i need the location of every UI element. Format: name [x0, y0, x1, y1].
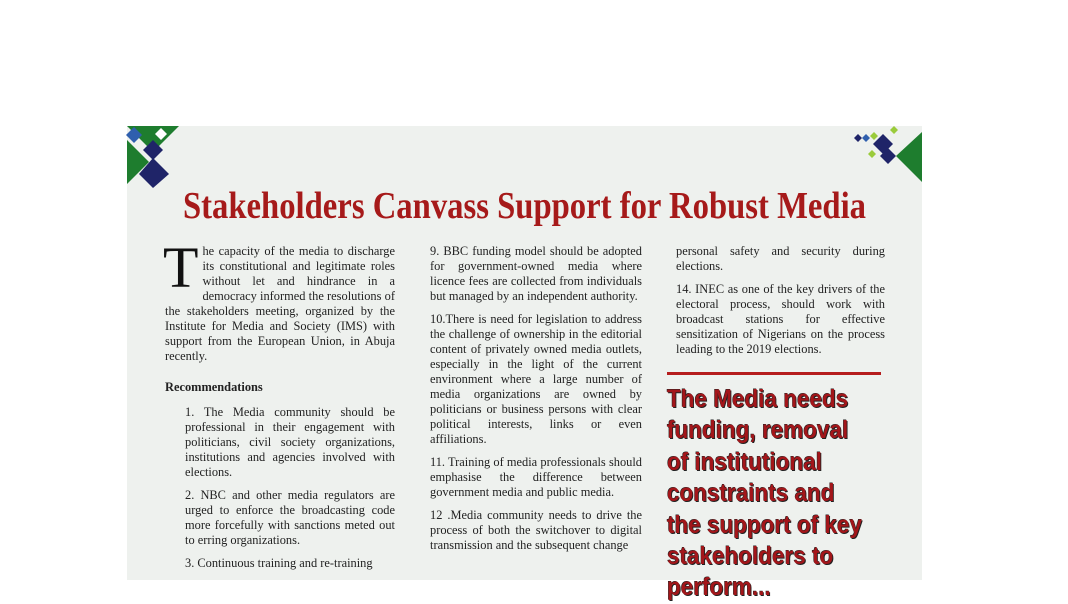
recommendation-paragraph: 14. INEC as one of the key drivers of the electoral process, should work with broadcast stations for effective sensitization of Nigerians on the process leading to the 2019 elections.	[676, 282, 885, 356]
recommendation-paragraph: 11. Training of media professionals should emphasise the difference between government media and public media.	[430, 455, 642, 499]
pullquote: The Media needs funding, removal of institutional constraints and the support of key stakeholders to perform...	[667, 385, 863, 602]
pullquote-divider	[667, 372, 881, 375]
column-2	[430, 244, 642, 561]
intro-paragraph	[163, 235, 395, 364]
column-1	[163, 235, 395, 579]
recommendation-paragraph: 10.There is need for legislation to address the challenge of ownership in the editorial content of privately owned media outlets, especially in the light of the current environment where a large number of media organizations are owned by politicians or business persons with clear political interests, links or even affiliations.	[430, 312, 642, 446]
column-3	[676, 244, 885, 365]
recommendation-paragraph: 9. BBC funding model should be adopted for government-owned media where licence fees are collected from individuals but managed by an independent authority.	[430, 244, 642, 303]
recommendation-item: 3. Continuous training and re-training	[185, 556, 373, 570]
recommendation-item: 1. The Media community should be professional in their engagement with politicians, civil society organizations, institutions and agencies involved with elections.	[185, 405, 395, 479]
recommendation-paragraph: personal safety and security during elections.	[676, 244, 885, 273]
recommendation-paragraph: 12 .Media community needs to drive the process of both the switchover to digital transmission and the subsequent change	[430, 508, 642, 552]
drop-cap: T	[163, 235, 199, 300]
corner-decoration-right-icon	[852, 126, 922, 186]
intro-text: he capacity of the media to discharge its constitutional and legitimate roles without let and hindrance in a democracy informed the resolutions of the stakeholders meeting, organized by the Institute for Media and Society (IMS) with support from the European Union, in Abuja recently.	[165, 244, 395, 363]
recommendations-heading: Recommendations	[165, 380, 263, 394]
article-title: Stakeholders Canvass Support for Robust Media	[182, 185, 867, 227]
recommendation-item: 2. NBC and other media regulators are urged to enforce the broadcasting code more forcefully with sanctions meted out to erring organizations.	[185, 488, 395, 547]
corner-decoration-left-icon	[127, 126, 187, 190]
article-page	[127, 126, 922, 602]
